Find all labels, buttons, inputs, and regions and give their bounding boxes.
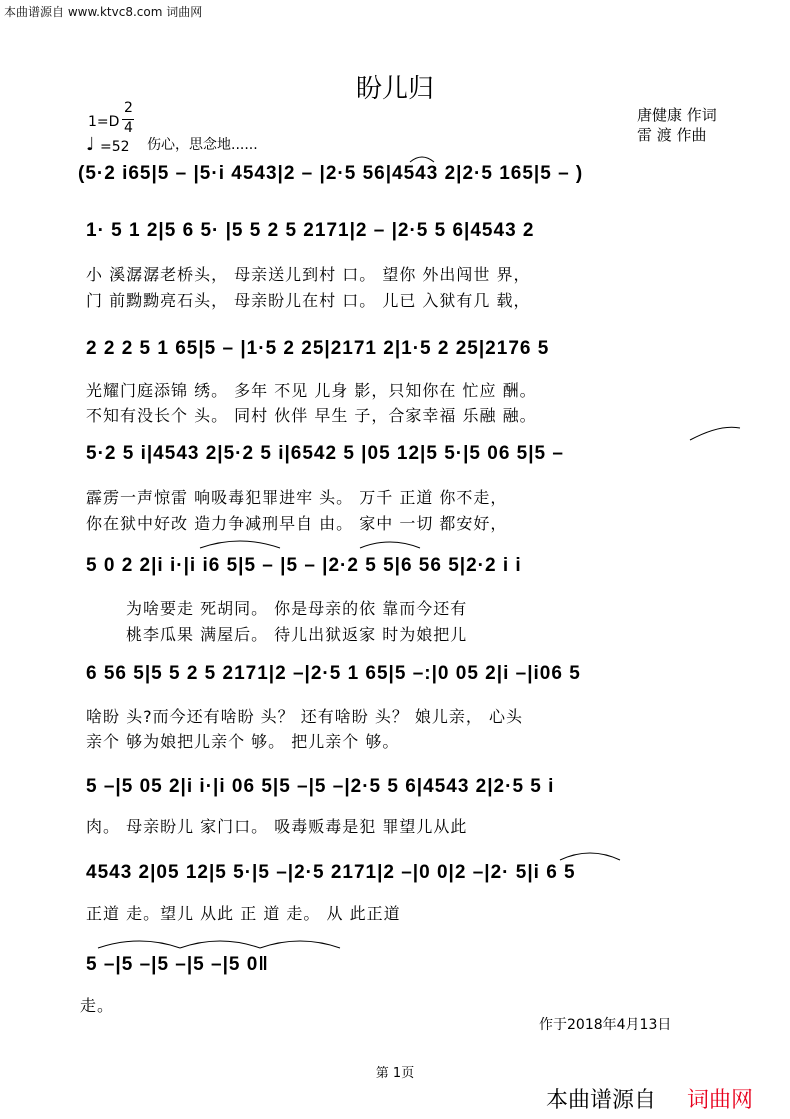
lyrics-line-7a: 肉。 母亲盼儿 家门口。 吸毒贩毒是犯 罪望儿从此 xyxy=(86,817,468,836)
notation-line-7: 5 –|5 05 2|i i·|i 06 5|5 –|5 –|2·5 5 6|4543 2|2·5 5 i xyxy=(86,776,555,797)
page-title: 盼儿归 xyxy=(355,74,434,104)
composer-credit: 雷 渡 作曲 xyxy=(637,126,707,144)
lyricist-credit: 唐健康 作词 xyxy=(637,106,717,124)
lyrics-line-2a: 小 溪潺潺老桥头， 母亲送儿到村 口。 望你 外出闯世 界， xyxy=(86,265,531,284)
lyrics-line-3a: 光耀门庭添锦 绣。 多年 不见 儿身 影，只知你在 忙应 酬。 xyxy=(86,381,537,400)
lyrics-line-3b: 不知有没长个 头。 同村 伙伴 早生 子，合家幸福 乐融 融。 xyxy=(86,406,537,425)
tempo-value: =52 xyxy=(100,139,130,155)
notation-line-2: 1· 5 1 2|5 6 5· |5 5 2 5 2171|2 – |2·5 5 6|4543 2 xyxy=(86,220,535,241)
lyrics-line-5b: 桃李瓜果 满屋后。 待儿出狱返家 时为娘把儿 xyxy=(126,625,468,644)
lyrics-line-9a: 走。 xyxy=(80,996,115,1015)
notation-line-3: 2 2 2 5 1 65|5 – |1·5 2 25|2171 2|1·5 2 25|2176 5 xyxy=(86,338,550,359)
watermark-red-text: 词曲网 xyxy=(687,1088,754,1113)
lyrics-line-4b: 你在狱中好改 造力争减刑早自 由。 家中 一切 都安好， xyxy=(86,514,508,533)
lyrics-line-8a: 正道 走。望儿 从此 正 道 走。 从 此正道 xyxy=(86,904,401,923)
notation-line-1: (5·2 i65|5 – |5·i 4543|2 – |2·5 56|4543 2|2·5 165|5 – ) xyxy=(78,163,584,184)
notation-line-8: 4543 2|05 12|5 5·|5 –|2·5 2171|2 –|0 0|2 –|2· 5|i 6 5 xyxy=(86,862,576,883)
lyrics-line-2b: 门 前黝黝亮石头， 母亲盼儿在村 口。 儿已 入狱有几 载， xyxy=(86,291,531,310)
expression-marking: 伤心，思念地...... xyxy=(147,137,258,153)
site-header-text: 本曲谱源自 www.ktvc8.com 词曲网 xyxy=(4,5,203,19)
notation-line-6: 6 56 5|5 5 2 5 2171|2 –|2·5 1 65|5 –:|0 05 2|i –|i06 5 xyxy=(86,663,581,684)
key-signature: 1=D xyxy=(88,114,120,130)
lyrics-line-6a: 啥盼 头?而今还有啥盼 头？ 还有啥盼 头？ 娘儿亲， 心头 xyxy=(86,707,524,726)
notation-line-4: 5·2 5 i|4543 2|5·2 5 i|6542 5 |05 12|5 5·|5 06 5|5 – xyxy=(86,443,564,464)
quarter-note-icon: ♩ xyxy=(86,134,95,155)
time-signature-top: 2 xyxy=(124,100,133,116)
watermark-black-text: 本曲谱源自 xyxy=(546,1088,657,1113)
notation-line-9: 5 –|5 –|5 –|5 –|5 0‖ xyxy=(86,954,269,975)
time-signature-bottom: 4 xyxy=(124,120,133,136)
composition-date: 作于2018年4月13日 xyxy=(539,1017,672,1033)
lyrics-line-6b: 亲个 够为娘把儿亲个 够。 把儿亲个 够。 xyxy=(86,732,400,751)
notation-line-5: 5 0 2 2|i i·|i i6 5|5 – |5 – |2·2 5 5|6 56 5|2·2 i i xyxy=(86,555,522,576)
page-number: 第 1页 xyxy=(375,1066,415,1081)
lyrics-line-4a: 霹雳一声惊雷 响吸毒犯罪进牢 头。 万千 正道 你不走， xyxy=(86,488,508,507)
lyrics-line-5a: 为啥要走 死胡同。 你是母亲的依 靠而今还有 xyxy=(126,599,468,618)
